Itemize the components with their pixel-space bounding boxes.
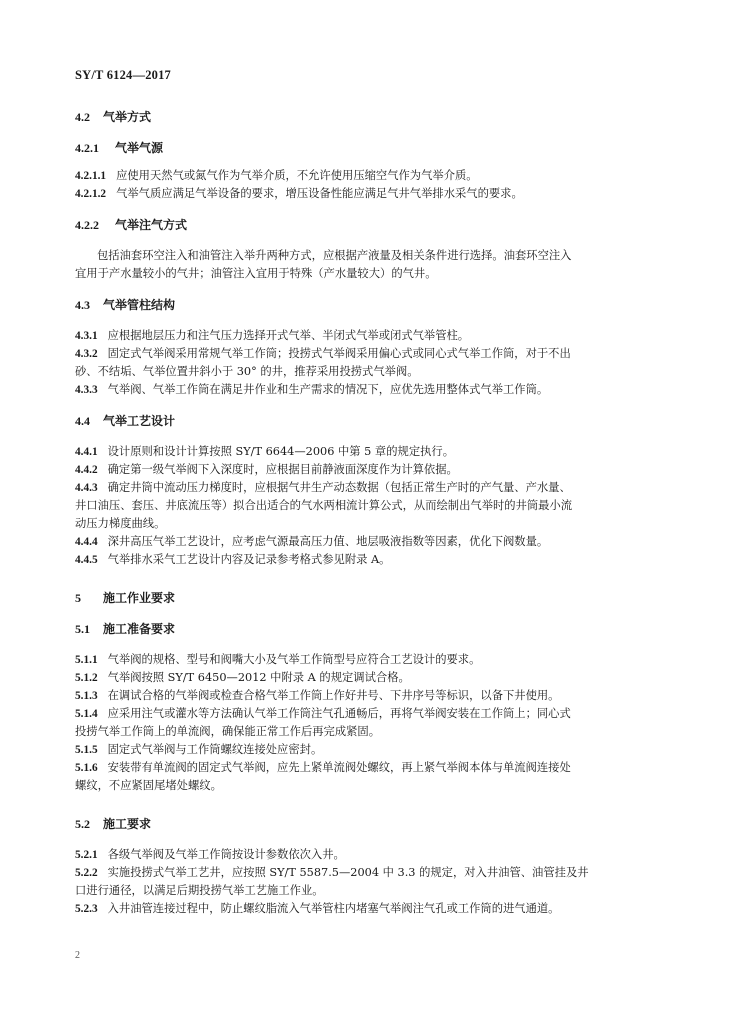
clause-number: 4.4.2 xyxy=(75,464,98,476)
heading-4-2 xyxy=(75,108,655,126)
clause-4-4-5 xyxy=(75,551,655,569)
clause-text: 气举阀的规格、型号和阀嘴大小及气举工作筒型号应符合工艺设计的要求。 xyxy=(107,653,481,666)
section-number: 5.1 xyxy=(75,622,90,636)
paragraph-4-2-2 xyxy=(75,247,655,265)
section-title: 施工准备要求 xyxy=(103,622,176,636)
clause-5-2-2-cont xyxy=(75,882,655,900)
clause-5-1-6-cont xyxy=(75,777,655,795)
clause-number: 4.2.1.2 xyxy=(75,188,107,200)
section-title: 施工作业要求 xyxy=(103,591,176,605)
clause-text: 螺纹，不应紧固尾堵处螺纹。 xyxy=(75,779,222,792)
clause-number: 5.2.2 xyxy=(75,867,98,879)
section-number: 4.2.2 xyxy=(75,218,99,232)
clause-5-1-3 xyxy=(75,687,655,705)
document-code: SY/T 6124—2017 xyxy=(75,68,171,82)
clause-4-3-2 xyxy=(75,345,655,363)
clause-number: 4.3.2 xyxy=(75,348,98,360)
clause-number: 4.4.1 xyxy=(75,446,98,458)
clause-4-4-4 xyxy=(75,533,655,551)
clause-4-4-2 xyxy=(75,461,655,479)
clause-5-1-4-cont xyxy=(75,723,655,741)
clause-5-2-3 xyxy=(75,900,655,918)
clause-4-4-3 xyxy=(75,479,655,497)
clause-5-1-2 xyxy=(75,669,655,687)
clause-number: 4.4.5 xyxy=(75,554,98,566)
heading-4-3 xyxy=(75,296,655,314)
clause-text: 在调试合格的气举阀或检查合格气举工作筒上作好井号、下井序号等标识，以备下井使用。 xyxy=(107,689,560,702)
clause-5-1-5 xyxy=(75,741,655,759)
section-title: 气举方式 xyxy=(103,110,152,124)
clause-text: 气举阀、气举工作筒在满足井作业和生产需求的情况下，应优先选用整体式气举工作筒。 xyxy=(107,383,549,396)
page-content xyxy=(75,108,655,918)
clause-5-1-1 xyxy=(75,651,655,669)
heading-5 xyxy=(75,589,655,607)
clause-text: 各级气举阀及气举工作筒按设计参数依次入井。 xyxy=(107,848,345,861)
clause-text: 动压力梯度曲线。 xyxy=(75,517,166,530)
heading-4-2-1 xyxy=(75,139,655,157)
clause-text: 口进行通径，以满足后期投捞气举工艺施工作业。 xyxy=(75,884,324,897)
clause-number: 4.2.1.1 xyxy=(75,170,107,182)
clause-text: 井口油压、套压、井底流压等）拟合出适合的气水两相流计算公式，从而绘制出气举时的井筒最小流 xyxy=(75,499,573,512)
section-title: 气举管柱结构 xyxy=(103,298,176,312)
clause-text: 实施投捞式气举工艺井，应按照 SY/T 5587.5—2004 中 3.3 的规定，对入井油管、油管挂及井 xyxy=(107,866,589,879)
section-number: 4.3 xyxy=(75,298,90,312)
clause-text: 确定第一级气举阀下入深度时，应根据目前静液面深度作为计算依据。 xyxy=(107,463,458,476)
clause-4-3-1 xyxy=(75,327,655,345)
clause-4-4-3-cont xyxy=(75,497,655,515)
heading-4-4 xyxy=(75,412,655,430)
clause-4-3-2-cont xyxy=(75,363,655,381)
section-title: 气举气源 xyxy=(115,141,164,155)
clause-5-1-4 xyxy=(75,705,655,723)
clause-number: 4.3.1 xyxy=(75,330,98,342)
clause-number: 5.1.4 xyxy=(75,708,98,720)
clause-number: 5.1.6 xyxy=(75,762,98,774)
clause-text: 应根据地层压力和注气压力选择开式气举、半闭式气举或闭式气举管柱。 xyxy=(107,329,470,342)
clause-number: 5.2.3 xyxy=(75,903,98,915)
paragraph-line: 宜用于产水量较小的气井；油管注入宜用于特殊（产水量较大）的气井。 xyxy=(75,267,437,280)
clause-number: 5.1.3 xyxy=(75,690,98,702)
clause-text: 砂、不结垢、气举位置井斜小于 30° 的井，推荐采用投捞式气举阀。 xyxy=(75,365,419,378)
section-number: 4.2 xyxy=(75,110,90,124)
section-title: 气举工艺设计 xyxy=(103,414,176,428)
clause-5-2-2 xyxy=(75,864,655,882)
section-title: 气举注气方式 xyxy=(115,218,188,232)
clause-4-4-1 xyxy=(75,443,655,461)
section-title: 施工要求 xyxy=(103,817,152,831)
clause-number: 4.4.4 xyxy=(75,536,98,548)
clause-4-2-1-1 xyxy=(75,167,655,185)
clause-text: 设计原则和设计计算按照 SY/T 6644—2006 中第 5 章的规定执行。 xyxy=(107,445,455,458)
clause-5-1-6 xyxy=(75,759,655,777)
clause-text: 气举气质应满足气举设备的要求，增压设备性能应满足气井气举排水采气的要求。 xyxy=(116,187,523,200)
clause-text: 应采用注气或灌水等方法确认气举工作筒注气孔通畅后，再将气举阀安装在工作筒上；同心式 xyxy=(107,707,571,720)
section-number: 5.2 xyxy=(75,817,90,831)
paragraph-line: 包括油套环空注入和油管注入举升两种方式，应根据产液量及相关条件进行选择。油套环空注入 xyxy=(97,249,572,262)
clause-number: 5.1.2 xyxy=(75,672,98,684)
clause-number: 4.3.3 xyxy=(75,384,98,396)
clause-text: 投捞气举工作筒上的单流阀，确保能正常工作后再完成紧固。 xyxy=(75,725,381,738)
paragraph-4-2-2-cont xyxy=(75,265,655,283)
clause-text: 安装带有单流阀的固定式气举阀，应先上紧单流阀处螺纹，再上紧气举阀本体与单流阀连接处 xyxy=(107,761,571,774)
section-number: 4.4 xyxy=(75,414,90,428)
clause-text: 深井高压气举工艺设计，应考虑气源最高压力值、地层吸液指数等因素，优化下阀数量。 xyxy=(107,535,549,548)
section-number: 4.2.1 xyxy=(75,141,99,155)
clause-text: 气举阀按照 SY/T 6450—2012 中附录 A 的规定调试合格。 xyxy=(107,671,410,684)
clause-text: 应使用天然气或氮气作为气举介质，不允许使用压缩空气作为气举介质。 xyxy=(116,169,478,182)
clause-text: 固定式气举阀与工作筒螺纹连接处应密封。 xyxy=(107,743,323,756)
clause-4-2-1-2 xyxy=(75,185,655,203)
clause-4-3-3 xyxy=(75,381,655,399)
clause-number: 5.2.1 xyxy=(75,849,98,861)
clause-text: 入井油管连接过程中，防止螺纹脂流入气举管柱内堵塞气举阀注气孔或工作筒的进气通道。 xyxy=(107,902,560,915)
clause-number: 5.1.5 xyxy=(75,744,98,756)
clause-number: 5.1.1 xyxy=(75,654,98,666)
clause-text: 确定井筒中流动压力梯度时，应根据气井生产动态数据（包括正常生产时的产气量、产水量、 xyxy=(107,481,571,494)
clause-5-2-1 xyxy=(75,846,655,864)
clause-number: 4.4.3 xyxy=(75,482,98,494)
page-number: 2 xyxy=(75,950,80,961)
section-number: 5 xyxy=(75,591,81,605)
clause-text: 气举排水采气工艺设计内容及记录参考格式参见附录 A。 xyxy=(107,553,391,566)
heading-5-1 xyxy=(75,620,655,638)
heading-4-2-2 xyxy=(75,216,655,234)
clause-text: 固定式气举阀采用常规气举工作筒；投捞式气举阀采用偏心式或同心式气举工作筒，对于不出 xyxy=(107,347,571,360)
heading-5-2 xyxy=(75,815,655,833)
clause-4-4-3-cont2 xyxy=(75,515,655,533)
